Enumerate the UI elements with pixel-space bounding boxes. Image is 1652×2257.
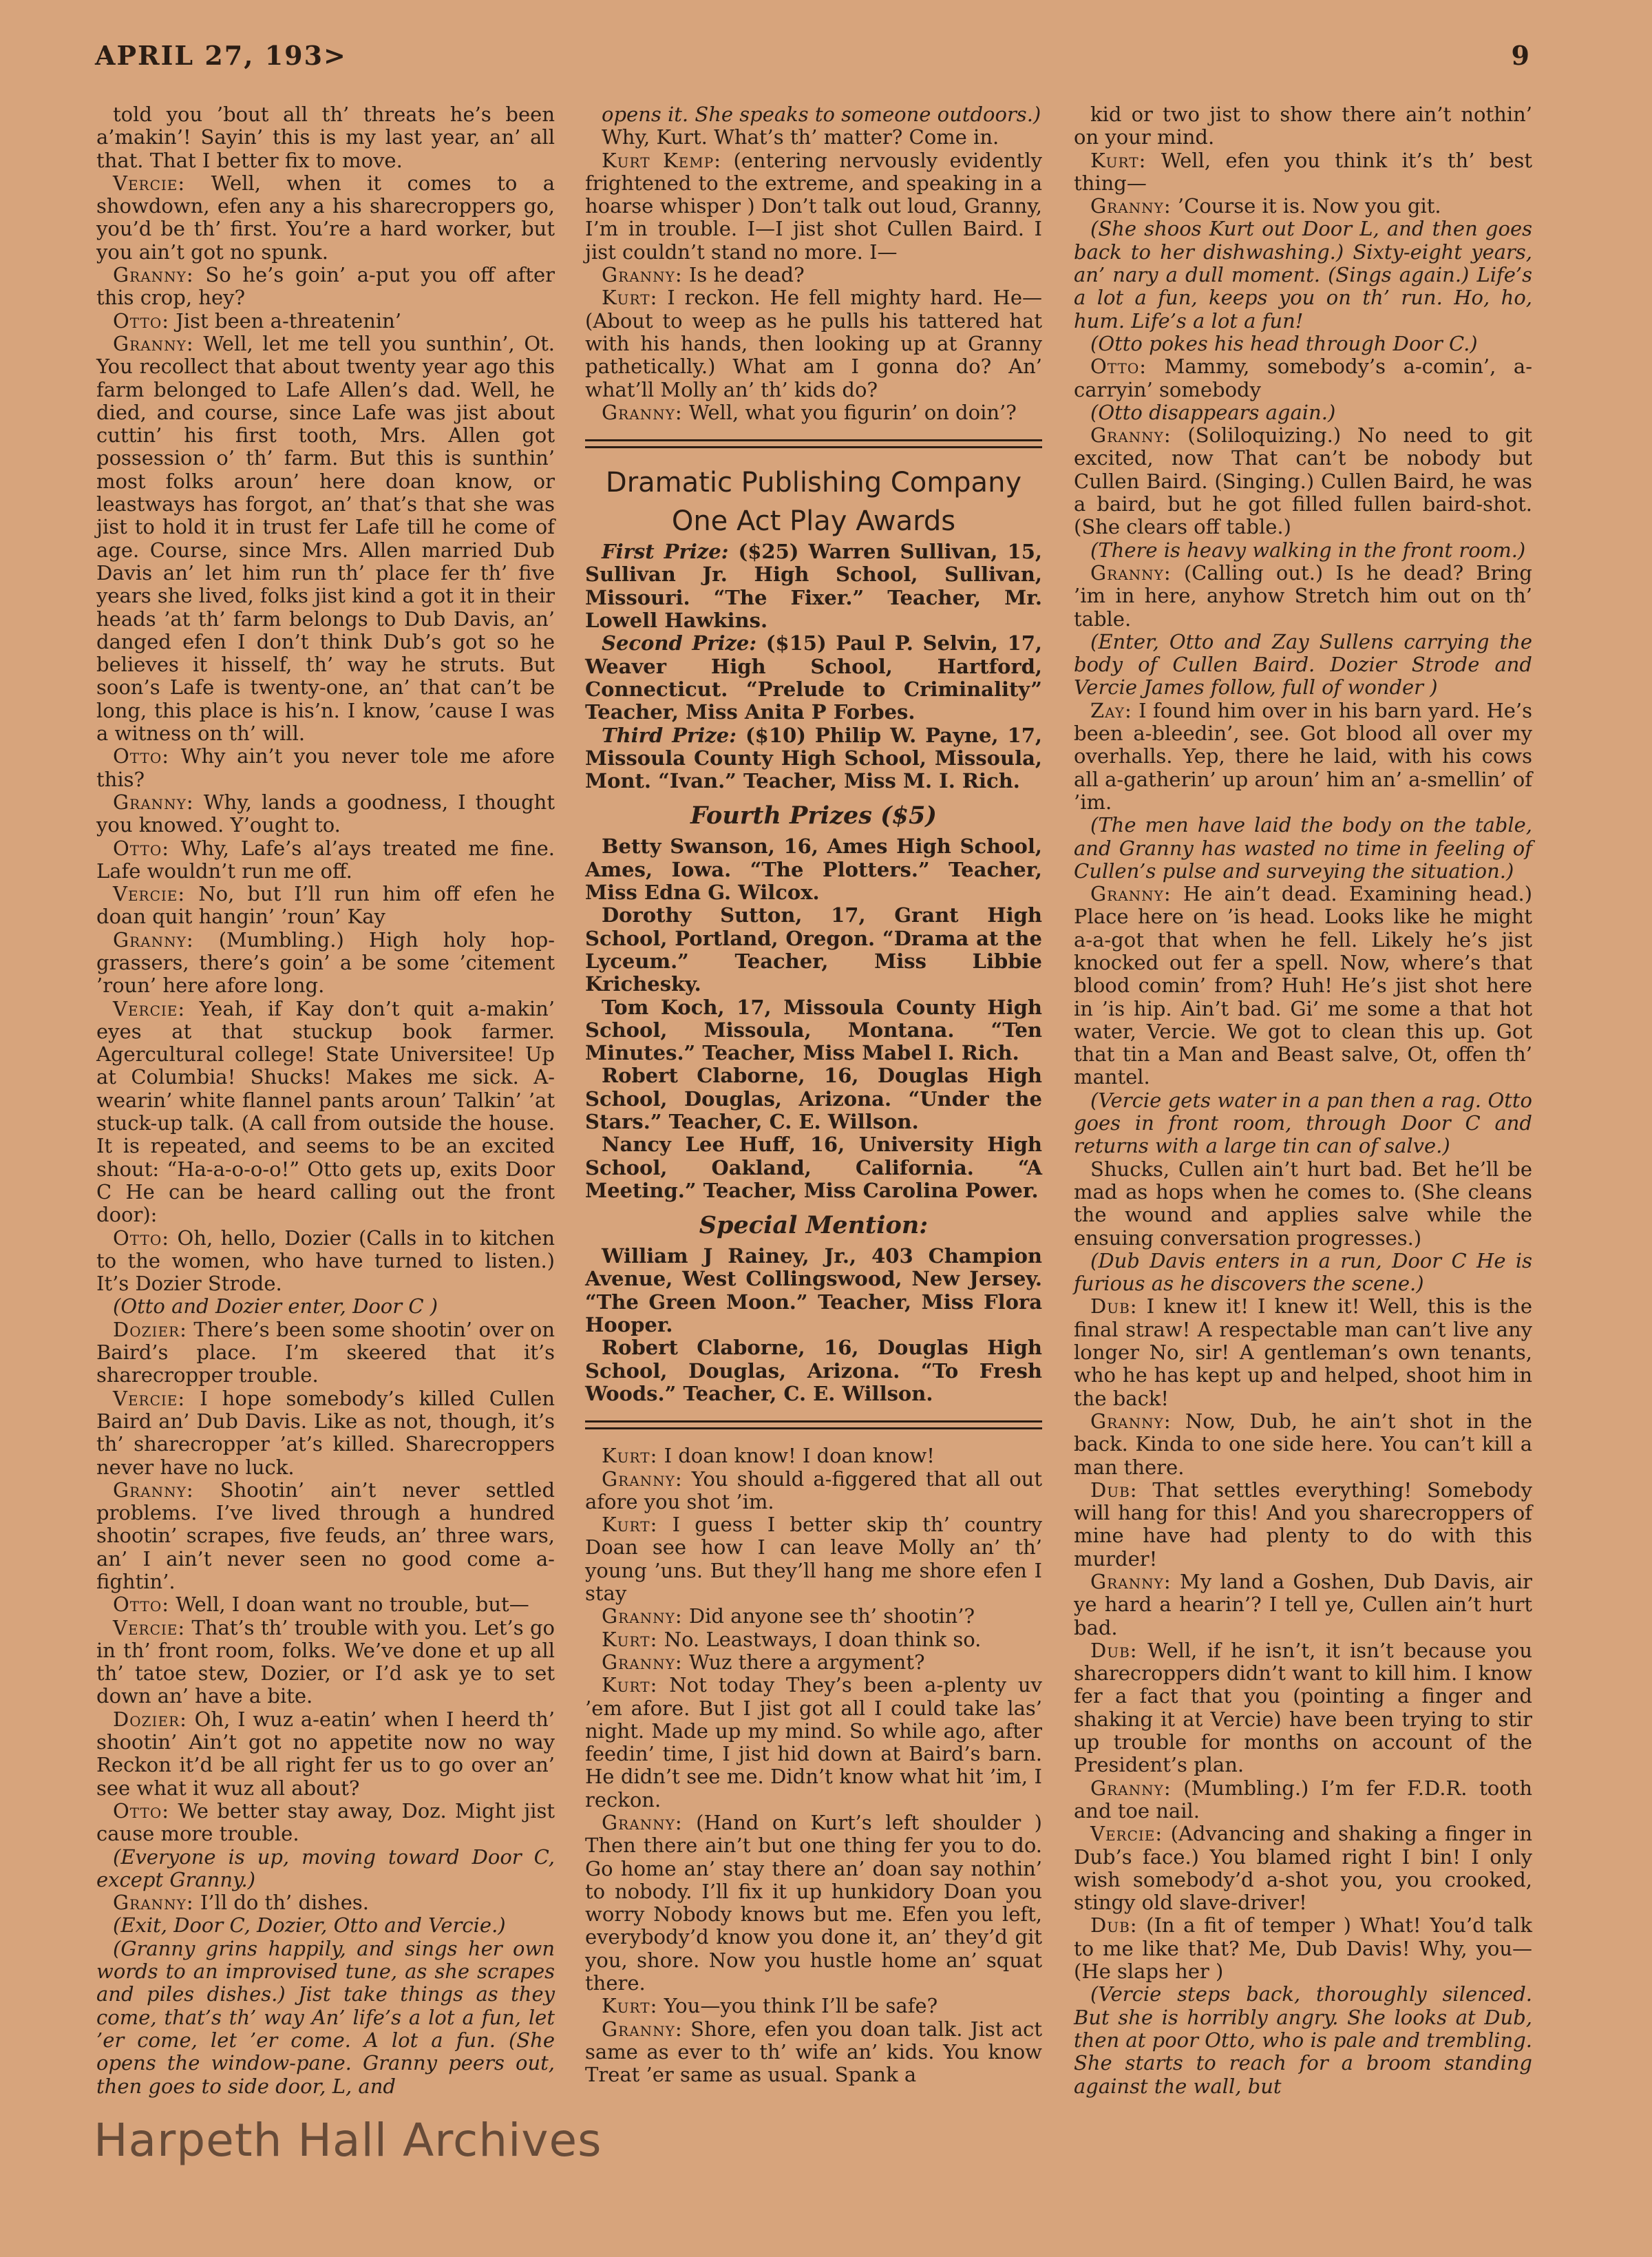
- speaker-name: Granny:: [602, 1811, 683, 1834]
- stage-direction: (Enter, Otto and Zay Sullens carrying the body of Cullen Baird. Dozier Strode and Vercie James follow, full of wonder ): [1074, 629, 1532, 700]
- dialogue-text: Well, efen you think it’s th’ best thing—: [1074, 148, 1533, 195]
- dialogue-line: [585, 2018, 1042, 2087]
- speaker-name: Vercie:: [1090, 1822, 1163, 1846]
- dialogue-text: That settles everything! Somebody will hang for this! And you sharecroppers of mine have had plenty to do with this murder!: [1074, 1478, 1532, 1571]
- dialogue-text: No. Leastways, I doan think so.: [664, 1627, 982, 1651]
- awards-title-line-1: Dramatic Publishing Company: [605, 467, 1022, 499]
- dialogue-line: [1074, 1410, 1532, 1479]
- dialogue-line: [1074, 700, 1532, 814]
- dialogue-line: [96, 1891, 555, 1914]
- third-prize-label: Third Prize:: [602, 723, 737, 747]
- column-2: [585, 103, 1042, 2087]
- fourth-award-entry: Tom Koch, 17, Missoula County High School, Missoula, Montana. “Ten Minutes.” Teacher, Miss Mabel I. Rich.: [585, 995, 1042, 1065]
- dialogue-line: [585, 401, 1042, 424]
- dialogue-text: No, but I’ll run him off efen he doan quit hangin’ ’roun’ Kay: [96, 882, 555, 929]
- speaker-name: Otto:: [113, 744, 169, 768]
- dialogue-text: Well, let me tell you sunthin’, Ot. You recollect that about twenty year ago this farm belonged to Lafe Allen’s dad. Well, he died, and course, since Lafe was jist about cuttin’ his first tooth, Mrs. Allen got possession o’ th’ farm. But this is sunthin’ most folks aroun’ here doan know, or leastways has forgot, an’ that’s that she was jist to hold it in trust fer Lafe till he come of age. Course, since Mrs. Allen married Dub Davis an’ let him run th’ place fer th’ five years she lived, folks jist kind a got it in their heads ’at th’ farm belongs to Dub Davis, an’ danged efen I don’t think Dub’s got so he believes it hisself, th’ way he struts. But soon’s Lafe is twenty-one, an’ that can’t be long, this place is his’n. I know, ’cause I was a witness on th’ will.: [96, 331, 555, 746]
- stage-direction: (Otto disappears again.): [1090, 400, 1336, 424]
- dialogue-line: [585, 149, 1042, 264]
- dialogue-text: Well, I doan want no trouble, but—: [176, 1593, 529, 1617]
- speaker-name: Granny:: [1090, 1776, 1172, 1800]
- dialogue-line: [585, 1468, 1042, 1514]
- speaker-name: Dub:: [1090, 1638, 1138, 1662]
- dialogue-line: [1074, 1479, 1532, 1571]
- issue-date: APRIL 27, 193>: [95, 40, 347, 71]
- speaker-name: Otto:: [113, 836, 169, 860]
- dialogue-text: Why, lands a goodness, I thought you knowed. Y’ought to.: [96, 790, 555, 837]
- stage-direction: (Otto pokes his head through Door C.): [1090, 331, 1478, 355]
- speaker-name: Otto:: [113, 1798, 169, 1823]
- dialogue-line: [585, 1651, 1042, 1674]
- dialogue-text: I guess I better skip th’ country Doan see how I can leave Molly an’ th’ young ’uns. But they’ll hang me shore efen I stay: [585, 1513, 1043, 1606]
- text-paragraph: Why, Kurt. What’s th’ matter? Come in.: [602, 125, 999, 149]
- fourth-award-entry: Betty Swanson, 16, Ames High School, Ames, Iowa. “The Plotters.” Teacher, Miss Edna G. Wilcox.: [585, 834, 1042, 905]
- fourth-award-entry: Robert Claborne, 16, Douglas High School, Douglas, Arizona. “Under the Stars.” Teacher, C. E. Willson.: [585, 1064, 1042, 1133]
- double-rule-bottom: [585, 1420, 1042, 1429]
- dialogue-line: [585, 286, 1042, 401]
- speaker-name: Otto:: [1090, 355, 1147, 379]
- dialogue-text: So he’s goin’ a-put you off after this crop, hey?: [96, 263, 555, 310]
- speaker-name: Zay:: [1090, 698, 1132, 722]
- speaker-name: Granny:: [113, 1891, 194, 1915]
- dialogue-line: [1074, 883, 1532, 1089]
- speaker-name: Dub:: [1090, 1913, 1138, 1938]
- speaker-name: Granny:: [602, 1604, 683, 1628]
- stage-direction: opens it. She speaks to someone outdoors.): [602, 103, 1041, 126]
- dialogue-line: [96, 1800, 555, 1846]
- dialogue-text: (entering nervously evidently frightened to the extreme, and speaking in a hoarse whisper ) Don’t talk out loud, Granny, I’m in trouble. I—I jist shot Cullen Baird. I jist couldn’t stand no more. I—: [585, 148, 1042, 264]
- dialogue-text: We better stay away, Doz. Might jist cause more trouble.: [96, 1798, 555, 1846]
- fourth-prizes-list: [585, 835, 1042, 1202]
- speaker-name: Granny:: [602, 263, 683, 287]
- speaker-name: Granny:: [1090, 560, 1172, 585]
- stage-direction: (Everyone is up, moving toward Door C, except Granny.): [96, 1845, 555, 1891]
- dialogue-text: Well, if he isn’t, it isn’t because you sharecroppers didn’t want to kill him. I know fer a fact that you (pointing a finger and shaking it at Vercie) have been trying to stir up trouble for months on account of the President’s plan.: [1074, 1638, 1533, 1777]
- dialogue-text: Wuz there a argyment?: [688, 1650, 925, 1674]
- text-paragraph: told you ’bout all th’ threats he’s been a’makin’! Sayin’ this is my last year, an’ all that. That I better fix to move.: [96, 103, 555, 172]
- speaker-name: Kurt:: [602, 286, 658, 310]
- dialogue-text: Oh, I wuz a-eatin’ when I heerd th’ shootin’ Ain’t got no appetite now no way Reckon it’d be all right fer us to go over an’ see what it wuz all about?: [96, 1707, 555, 1800]
- dialogue-text: Not today They’s been a-plenty uv ’em afore. But I jist got all I could take las’ night. Made up my mind. So while ago, after feedin’ time, I jist hid down at Baird’s barn. He didn’t see me. Didn’t know what hit ’im, I reckon.: [585, 1673, 1042, 1812]
- special-mention-heading: Special Mention:: [699, 1211, 929, 1240]
- speaker-name: Kurt:: [1090, 148, 1147, 172]
- dialogue-text: Why ain’t you never tole me afore this?: [96, 744, 555, 791]
- dialogue-text: Oh, hello, Dozier (Calls in to kitchen to the women, who have turned to listen.) It’s Dozier Strode.: [96, 1226, 555, 1296]
- dialogue-line: [96, 791, 555, 837]
- third-prize-text: ($10) Philip W. Payne, 17, Missoula County High School, Missoula, Mont. “Ivan.” Teacher, Miss M. I. Rich.: [585, 723, 1042, 793]
- speaker-name: Granny:: [1090, 194, 1172, 218]
- first-prize-text: ($25) Warren Sullivan, 15, Sullivan Jr. High School, Sullivan, Missouri. “The Fixer.” Teacher, Mr. Lowell Hawkins.: [585, 540, 1042, 633]
- dialogue-text: Jist been a-threatenin’: [176, 308, 402, 333]
- dialogue-line: [585, 1513, 1042, 1605]
- dialogue-line: [96, 1319, 555, 1387]
- stage-direction: (Otto and Dozier enter, Door C ): [113, 1294, 438, 1319]
- speaker-name: Dozier:: [113, 1707, 187, 1731]
- speaker-name: Kurt Kemp:: [602, 148, 721, 172]
- dialogue-text: I knew it! I knew it! Well, this is the final straw! A respectable man can’t live any longer No, sir! A gentleman’s own tenants, who he has kept up and helped, shoot him in the back!: [1074, 1294, 1533, 1410]
- dialogue-text: There’s been some shootin’ over on Baird’s place. I’m skeered that it’s sharecropper trouble.: [96, 1317, 555, 1387]
- dialogue-text: I found him over in his barn yard. He’s been a-bleedin’, see. Got blood all over my overhalls. Yep, there he laid, with his cows all a-gatherin’ up aroun’ him an’ a-smellin’ of ’im.: [1074, 698, 1533, 814]
- speaker-name: Vercie:: [113, 996, 186, 1020]
- dialogue-line: [96, 264, 555, 310]
- special-award-entry: William J Rainey, Jr., 403 Champion Avenue, West Collingswood, New Jersey. “The Green Moon.” Teacher, Miss Flora Hooper.: [585, 1244, 1042, 1337]
- speaker-name: Kurt:: [602, 1673, 658, 1697]
- dialogue-text: ’Course it is. Now you git.: [1177, 194, 1441, 218]
- stage-direction: (She shoos Kurt out Door L, and then goes back to her dishwashing.) Sixty-eight years, an’ nary a dull moment. (Sings again.) Life’s a lot a fun, keeps you on th’ run. Ho, ho, hum. Life’s a lot a fun!: [1074, 217, 1532, 333]
- speaker-name: Vercie:: [113, 1615, 186, 1639]
- dialogue-line: [1074, 1914, 1532, 1983]
- speaker-name: Granny:: [602, 400, 683, 424]
- dialogue-text: My land a Goshen, Dub Davis, air ye hard a hearin’? I tell ye, Cullen ain’t hurt bad.: [1074, 1570, 1532, 1639]
- dialogue-text: Is he dead?: [688, 263, 805, 287]
- stage-direction: (Exit, Door C, Dozier, Otto and Vercie.): [113, 1913, 506, 1938]
- dialogue-line: [585, 1605, 1042, 1628]
- fourth-award-entry: Nancy Lee Huff, 16, University High School, Oakland, California. “A Meeting.” Teacher, Miss Carolina Power.: [585, 1133, 1042, 1202]
- speaker-name: Vercie:: [113, 1386, 186, 1410]
- fourth-prizes-heading: Fourth Prizes ($5): [690, 801, 937, 830]
- stage-direction: (Vercie steps back, thoroughly silenced. But she is horribly angry. She looks at Dub, then at poor Otto, who is pale and trembling. She starts to reach for a broom standing against the wall, but: [1074, 1982, 1532, 2098]
- dialogue-text: I doan know! I doan know!: [664, 1444, 935, 1468]
- dialogue-text: (Advancing and shaking a finger in Dub’s face.) You blamed right I bin! I only wish somebody’d a-shot you, you crooked, stingy old slave-driver!: [1074, 1822, 1533, 1915]
- dialogue-line: [1074, 195, 1532, 218]
- speaker-name: Granny:: [1090, 423, 1172, 448]
- speaker-name: Dozier:: [113, 1317, 187, 1341]
- speaker-name: Otto:: [113, 1593, 169, 1617]
- stage-direction: (Granny grins happily, and sings her own words to an improvised tune, as she scrapes and piles dishes.) Jist take things as they come, that’s th’ way An’ life’s a lot a fun, let ’er come, let ’er come. A lot a fun. (She opens the window-pane. Granny peers out, then goes to side door, L, and: [96, 1936, 555, 2098]
- dialogue-text: Mammy, somebody’s a-comin’, a-carryin’ somebody: [1074, 355, 1532, 401]
- stage-direction: (There is heavy walking in the front room.): [1090, 538, 1526, 562]
- speaker-name: Vercie:: [113, 171, 186, 195]
- speaker-name: Granny:: [113, 331, 194, 355]
- dialogue-line: [96, 1227, 555, 1296]
- dialogue-line: [96, 929, 555, 998]
- speaker-name: Kurt:: [602, 1994, 658, 2018]
- speaker-name: Granny:: [602, 2017, 683, 2041]
- stage-direction: (Dub Davis enters in a run, Door C He is furious as he discovers the scene.): [1074, 1248, 1532, 1296]
- speaker-name: Vercie:: [113, 882, 186, 906]
- speaker-name: Granny:: [113, 263, 194, 287]
- dialogue-text: Shore, efen you doan talk. Jist act same as ever to th’ wife an’ kids. You know Treat ’er same as usual. Spank a: [585, 2017, 1043, 2087]
- special-award-entry: Robert Claborne, 16, Douglas High School, Douglas, Arizona. “To Fresh Woods.” Teacher, C. E. Willson.: [585, 1336, 1042, 1405]
- column-2-top-script: [585, 103, 1042, 424]
- dialogue-line: [1074, 1639, 1532, 1777]
- speaker-name: Granny:: [113, 790, 194, 814]
- dialogue-line: [585, 1995, 1042, 2017]
- dialogue-line: [1074, 1571, 1532, 1639]
- dialogue-line: [1074, 355, 1532, 401]
- dialogue-text: I reckon. He fell mighty hard. He— (About to weep as he pulls his tattered hat with his hands, then looking up at Granny pathetically.) What am I gonna do? An’ what’ll Molly an’ th’ kids do?: [585, 286, 1042, 401]
- dialogue-line: [585, 1628, 1042, 1651]
- dialogue-line: [96, 1708, 555, 1800]
- dialogue-text: (Mumbling.) I’m fer F.D.R. tooth and toe nail.: [1074, 1776, 1532, 1823]
- dialogue-text: (Hand on Kurt’s left shoulder ) Then there ain’t but one thing fer you to do. Go home an’ stay there an’ doan say nothin’ to nobody. I’ll fix it up hunkidory Doan you worry Nobody knows but me. Efen you left, everybody’d know you done it, an’ they’d git you, shore. Now you hustle home an’ squat there.: [585, 1811, 1043, 1995]
- first-prize: [585, 540, 1042, 632]
- speaker-name: Kurt:: [602, 1444, 658, 1468]
- dialogue-text: Did anyone see th’ shootin’?: [688, 1604, 975, 1628]
- awards-title-line-2: One Act Play Awards: [671, 505, 956, 538]
- dialogue-text: Now, Dub, he ain’t shot in the back. Kinda to one side here. You can’t kill a man there.: [1074, 1409, 1533, 1479]
- dialogue-line: [1074, 424, 1532, 538]
- text-paragraph: kid or two jist to show there ain’t nothin’ on your mind.: [1074, 103, 1532, 149]
- speaker-name: Granny:: [602, 1467, 683, 1491]
- dialogue-line: [585, 1445, 1042, 1467]
- third-prize: [585, 724, 1042, 793]
- dialogue-line: [96, 998, 555, 1227]
- dialogue-text: You—you think I’ll be safe?: [664, 1994, 938, 2018]
- dialogue-line: [585, 264, 1042, 286]
- second-prize: [585, 632, 1042, 724]
- dialogue-line: [96, 333, 555, 745]
- dialogue-text: Why, Lafe’s al’ays treated me fine. Lafe wouldn’t run me off.: [96, 836, 555, 883]
- speaker-name: Otto:: [113, 1226, 169, 1250]
- speaker-name: Kurt:: [602, 1513, 658, 1537]
- column-1: [96, 103, 555, 2098]
- dialogue-text: Well, what you figurin’ on doin’?: [688, 400, 1017, 424]
- dialogue-line: [585, 1674, 1042, 1812]
- speaker-name: Otto:: [113, 308, 169, 333]
- dialogue-line: [585, 1812, 1042, 1995]
- speaker-name: Granny:: [113, 927, 194, 952]
- dialogue-text: I hope somebody’s killed Cullen Baird an’ Dub Davis. Like as not, though, it’s th’ sharecropper ’at’s killed. Sharecroppers never have no luck.: [96, 1386, 555, 1479]
- first-prize-label: First Prize:: [602, 540, 729, 564]
- page-header: [95, 40, 1529, 74]
- dialogue-line: [1074, 1823, 1532, 1914]
- dialogue-line: [96, 310, 555, 333]
- dialogue-text: Well, when it comes to a showdown, efen any a his sharecroppers go, you’d be th’ first. You’re a hard worker, but you ain’t got no spunk.: [96, 171, 555, 264]
- dialogue-line: [96, 745, 555, 791]
- dialogue-text: He ain’t dead. Examining head.) Place here on ’is head. Looks like he might a-a-got that when he fell. Likely he’s jist knocked out fer a spell. Now, where’s that blood comin’ from? Huh! He’s jist shot here in ’is hip. Ain’t bad. Gi’ me some a that hot water, Vercie. We got to clean this up. Got that tin a Man and Beast salve, Ot, offen th’ mantel.: [1074, 882, 1533, 1089]
- speaker-name: Granny:: [1090, 882, 1172, 906]
- fourth-award-entry: Dorothy Sutton, 17, Grant High School, Portland, Oregon. “Drama at the Lyceum.” Teacher, Miss Libbie Krichesky.: [585, 903, 1042, 996]
- speaker-name: Granny:: [1090, 1570, 1172, 1593]
- dialogue-line: [96, 172, 555, 264]
- dialogue-text: (In a fit of temper ) What! You’d talk to me like that? Me, Dub Davis! Why, you—(He slaps her ): [1074, 1913, 1532, 1984]
- dialogue-line: [1074, 1295, 1532, 1409]
- dialogue-text: (Calling out.) Is he dead? Bring ’im in here, anyhow Stretch him out on th’ table.: [1074, 560, 1532, 631]
- dialogue-line: [96, 1479, 555, 1593]
- special-mention-list: [585, 1245, 1042, 1405]
- dialogue-text: Shootin’ ain’t never settled problems. I’ve lived through a hundred shootin’ scrapes, five feuds, an’ three wars, an’ I ain’t never seen no good come a-fightin’.: [96, 1478, 555, 1593]
- stage-direction: (The men have laid the body on the table, and Granny has wasted no time in feeling of Cullen’s pulse and surveying the situation.): [1074, 813, 1532, 883]
- dialogue-line: [96, 837, 555, 883]
- dialogue-text: That’s th’ trouble with you. Let’s go in th’ front room, folks. We’ve done et up all th’ tatoe stew, Dozier, or I’d ask ye to set down an’ have a bite.: [96, 1615, 555, 1708]
- speaker-name: Dub:: [1090, 1294, 1138, 1319]
- dialogue-text: I’ll do th’ dishes.: [200, 1891, 369, 1915]
- dialogue-text: Yeah, if Kay don’t quit a-makin’ eyes at that stuckup book farmer. Agercultural college! State Universitee! Up at Columbia! Shucks! Makes me sick. A-wearin’ white flannel pants aroun’ Talkin’ ’at stuck-up talk. (A call from outside the house. It is repeated, and seems to be an excited shout: “Ha-a-o-o-o!” Otto gets up, exits Door C He can be heard calling out the front door):: [96, 996, 555, 1227]
- dialogue-line: [1074, 562, 1532, 631]
- speaker-name: Dub:: [1090, 1478, 1138, 1502]
- dialogue-text: (Soliloquizing.) No need to git excited, now That can’t be nobody but Cullen Baird. (Singing.) Cullen Baird, he was a baird, but he got filled fullen baird-shot. (She clears off table.): [1074, 423, 1532, 539]
- second-prize-label: Second Prize:: [602, 631, 757, 655]
- dialogue-text: You should a-figgered that all out afore you shot ’im.: [585, 1467, 1042, 1513]
- dialogue-line: [1074, 1777, 1532, 1823]
- speaker-name: Granny:: [113, 1478, 194, 1502]
- stage-direction: (Vercie gets water in a pan then a rag. Otto goes in front room, through Door C and returns with a large tin can of salve.): [1074, 1088, 1532, 1158]
- speaker-name: Kurt:: [602, 1627, 658, 1651]
- speaker-name: Granny:: [1090, 1409, 1172, 1433]
- dialogue-text: (Mumbling.) High holy hop-grassers, there’s goin’ a be some ’citement ’roun’ here afore long.: [96, 927, 555, 998]
- page-number: 9: [1511, 40, 1529, 71]
- awards-box: [585, 463, 1042, 1405]
- text-paragraph: Shucks, Cullen ain’t hurt bad. Bet he’ll be mad as hops when he comes to. (She cleans the wound and applies salve while the ensuing conversation progresses.): [1074, 1157, 1532, 1250]
- dialogue-line: [1074, 149, 1532, 196]
- dialogue-line: [96, 1617, 555, 1708]
- archive-watermark: Harpeth Hall Archives: [94, 2114, 602, 2167]
- double-rule-top: [585, 439, 1042, 448]
- speaker-name: Granny:: [602, 1650, 683, 1674]
- dialogue-line: [96, 883, 555, 929]
- column-3: [1074, 103, 1532, 2098]
- dialogue-line: [96, 1593, 555, 1616]
- dialogue-line: [96, 1387, 555, 1479]
- second-prize-text: ($15) Paul P. Selvin, 17, Weaver High School, Hartford, Connecticut. “Prelude to Criminality” Teacher, Miss Anita P Forbes.: [585, 631, 1043, 724]
- column-2-bottom-script: [585, 1445, 1042, 2086]
